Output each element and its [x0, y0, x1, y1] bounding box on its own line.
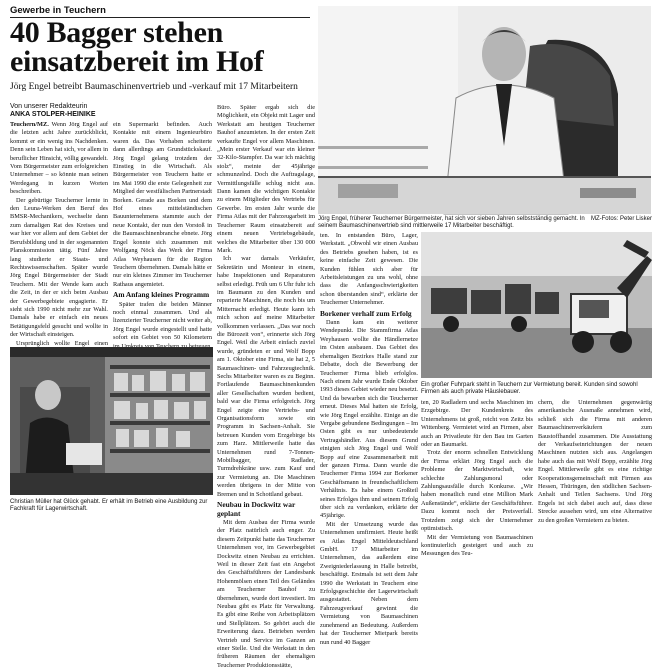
paragraph-text: Wenn Jörg Engel auf die letzten acht Jahre zurückblickt, kommt er ein wenig ins Nachdenken. Denn sein Leben hat sich, vor allem in beruflicher Hinsicht, völlig gewandelt. Vom Bürgermeister zum erfolgreichen Unternehmer – so könnte man seinen Werdegang in kurzen Worten beschreiben.	[10, 121, 108, 196]
column-5-paragraph: ten, 20 Radladern und sechs Maschinen im Erzgebirge. Der Kundenkreis des Unternehmens ist groß, reicht von Zeitz bis Wittenberg. Vermietet wird an Firmen, aber auch an Privatleute für den Bau im Garten oder an Baumarkt.	[421, 399, 533, 449]
subheading: Neubau in Dockwitz war geplant	[217, 500, 296, 518]
column-3-paragraph: Ich war damals Verkäufer, Sekretärin und Monteur in einem, habe Inspektionen und Reparaturen selbst erledigt. Früh um 6 Uhr fuhr ich im Baumann zu den Kunden und reparierte Maschinen, die noch bis um Mitternacht erledigt. Heute kann ich mich schon auf meine Mitarbeiter vollkommen verlassen. „Das war noch die Bürozeit von“, erinnerte sich Jörg Engel. Weil die Arbeit einfach zuviel wurde, gründeten er und Wolf Bopp am 1. Oktober eine Firma, sie hat 2, 5 Baumaschinen- und Fahrzeugtechnik. Sechs Mitarbeiter waren es zu Beginn. Fortlaufende Baumaschinenkunden aller Gesellschaften wurden bedient, bald war die Firma erfolgreich. Jörg Engel zeigte eine Vertriebs- und Organisationsform sowie ein Programm in Sachsen-Anhalt. Sie betreuen Kunden vom Erzgebirge bis zum Harz. Mittlerweile hatte das Unternehmen rund 7-Tonnen-Mobilbagger, Radlader, Turmdrehkräne usw. zum Kauf und zur Vermietung an. Die Maschinen werden übrigens in der Mitte von Bremen und in Schottland gebaut.	[217, 255, 315, 498]
subheading: Am Anfang kleines Programm	[113, 290, 210, 300]
photo-credit: MZ-Fotos: Peter Lisker	[590, 216, 652, 222]
subheading: Borkener verhalf zum Erfolg	[320, 308, 412, 318]
column-2-paragraph: ein Supermarkt befinden. Auch Kontakte mit einem Ingenieurbüro waren da. Das Vorhaben scheiterte dann allerdings am Grundstückskauf. Jörg Engel gelang trotzdem der Einstieg in die Wirtschaft. Als Bürgermeister von Teuchern hatte er im Mai 1990 die erste Gelegenheit zur Mitglied der westfälischen Partnerstadt Borken. Gerade aus Borken und dem Hof eines mittelständischen Bauunternehmens stammte auch der neue Kontakt, der nun den Vorstoß in die Baumaschinenbranche ebnete. Jörg Engel konnte sich zusammen mit Wolfgang Nöck das Werk der Firma Atlas Weyhausen für die Region Teuchern übernehmen. Damals hätte er nur ein kleines Zimmer im Teucherner Rathaus angemietet.	[113, 121, 212, 288]
warehouse-photo-image	[10, 347, 213, 495]
column-1-paragraph	[10, 121, 108, 197]
column-4	[320, 232, 418, 646]
portrait-photo-image	[318, 6, 651, 214]
dateline: Teuchern/MZ.	[10, 121, 49, 128]
column-4-paragraph: Mit der Umsetzung wurde das Unternehmen umfirmiert. Heute heißt es Atlas Engel Mitteldeutschland GmbH. 17 Mitarbeiter im Unternehmen, das außerdem eine Zweigniederlassung in Halle betreibt, beschäftigt. Erstmals ist seit dem Jahr 1990 die Werkstatt in Teuchern eine Erfolgsgeschichte der Lagerwirtschaft ausgestattet. Neben dem Fahrzeugverkauf gewinnt die Vermietung von Baumaschinen zunehmend an Bedeutung. Außerdem hat der Teucherner Mietpark bereits nun rund 40 Bagger	[320, 520, 418, 646]
column-2	[113, 121, 212, 343]
portrait-caption: Jörg Engel, früherer Teucherner Bürgermeister, hat sich vor sieben Jahren selbstständig gemacht. In seinem Baumaschinenvertrieb sind mittlerweile 17 Mitarbeiter beschäftigt.	[318, 216, 585, 230]
column-3	[217, 104, 315, 669]
warehouse-photo	[10, 347, 213, 495]
column-6	[538, 399, 652, 527]
byline-author: ANKA STOLPER-HEINIKE	[10, 111, 96, 118]
column-5-paragraph: Trotz der enorm schnellen Entwicklung der Firma erklärt Jörg Engel auch die Probleme der Marktwirtschaft, wie schlechte Zahlungsmoral oder Zahlungsausfälle durch Konkurse. „Wir haben monatlich rund eine Million Mark Außenstände“, erklärte der Geschäftsführer. Dazu kommt noch der Preisverfall. Trotzdem zeigt sich der Unternehmer optimistisch.	[421, 449, 533, 533]
headline-line-1: 40 Bagger stehen	[10, 16, 223, 49]
headline-line-2: einsatzbereit im Hof	[10, 45, 264, 78]
subhead: Jörg Engel betreibt Baumaschinenvertrieb und -verkauf mit 17 Mitarbeitern	[10, 82, 298, 92]
byline-prefix: Von unserer Redakteurin	[10, 103, 88, 110]
column-1-paragraph: Der gebürtige Teucherner lernte in den Leuna-Werken den Beruf des BMSR-Mechanikers, wechselte dann zum damaligen Rat des Kreises und war hier vor allem auf dem Gebiet der Berufsbildung und in der sogenannten Planskommission tätig. Fünf Jahre lang studierte er Staats- und Rechtswissenschaften. Später wurde Jörg Engel Bürgermeister der Stadt Teuchern. Mit der Wende kam auch die Zeit, in der er sich beim Ausbau der Gewerbegebiete engagierte. Er sieht sich 1990 nicht mehr zur Wahl. Damals habe er einfach ein neues Betätigungsfeld gesucht und wollte in der Wirtschaft einsteigen.	[10, 196, 108, 339]
column-3-paragraph: Büro. Später ergab sich die Möglichkeit, ein Objekt mit Lager und Werkstatt am heutigen Teucherner Bauhof anzumieten. In der ersten Zeit verkaufte Engel vor allem Maschinen. „Mein erster Verkauf war ein kleiner 32-Kilo-Stampfer. Da war ich mächtig stolz“, meinte der 45jährige schmunzelnd. Doch die Auftragslage, Vermittlungsfälle schlug nicht aus. Dann kamen die wichtigen Kontakte zu einem Mitglieder des Vertriebs für Gewerbe. Im ersten Jahr wurde die Firma Atlas mit der Fahrzeugarbeit im Teucherner Raum einsatzbereit auf einem neuen Vertriebsgebäude, welches die Mitarbeiter über 130 000 Mark.	[217, 104, 315, 254]
fleet-caption: Ein großer Fuhrpark steht in Teuchern zur Vermietung bereit. Kunden sind sowohl Firmen als auch private Häuslebauer.	[421, 382, 638, 396]
column-4-paragraph: ten. In entstanden Büro, Lager, Werkstatt. „Obwohl wir einen Ausbau des Betriebs gesehen haben, ist es keine einfache Zeit gewesen. Die Kunden fühlen sich aber für Arbeitsleistungen zu uns wohl, ohne dass die Anfangsschwierigkeiten schon überstanden sind“, erklärte der Teucherner Unternehmer.	[320, 232, 418, 307]
headline	[10, 18, 315, 76]
fleet-photo	[421, 232, 652, 378]
column-5-paragraph: Mit der Vermietung von Baumaschinen kontinuierlich gesteigert und auch zu Messungen des Teu-	[421, 533, 533, 558]
column-5	[421, 399, 533, 558]
column-4-paragraph: Dann kam ein weiterer Wendepunkt. Die Stammfirma Atlas Weyhausen wollte die Händlernetze im Osten ausbauen. Das Gebiet des ehemaligen Bezirkes Halle stand zur Debatte, doch die Bewerbung der Teucherner Firma blieb erfolglos. Nach einem Jahr wurde Ende Oktober 1993 dieses Gebiet wieder neu besetzt. Und da bewarben sich die Teucherner erneut. Dieses Mal hatten sie Erfolg, wie Jörg Engel erzählte. Einige an die Vergabe gebundene Bedingungen – Im Osten gibt es nur unbedeutende Vertragshändler. Aus diesem Grund einigten sich Jörg Engel und Wolf Bopp auf eine Zusammenarbeit mit der ganzen Firma. Dann wurde die Teucherner Firma 1994 zur Borkener Geschäftsmann in freundschaftlichem Verhältnis. Es habe einem Großteil seines Erfolges ihm und seinem Erfolg über sich zu verdanken, erklärte der 45jährige.	[320, 319, 418, 520]
warehouse-caption: Christian Müller hat Glück gehabt. Er erhält im Betrieb eine Ausbildung zur Fachkraft für Lagerwirtschaft.	[10, 499, 208, 513]
column-6-paragraph: chern, die Unternehmen gegenwärtig amerikanische Ausmaße annehmen wird, schließ sich die Firma mit anderen Baumaschinenverkäufern zum Baustoffhandel zusammen. Die Ausstattung der Verkaufseinrichtungen der neuen Maschinen nutzten sich aus. Angelangen habe auch das mit Wolf Bopp, erzählte Jörg Engel. Mittlerweile gibt es eine richtige Kooperationsgemeinschaft mit Firmen aus Hessen, Thüringen, den südlichen Sachsen-Anhalt und Teilen Sachsens. Und Jörg Engels ist sich dabei auch auf, dass diese Strecke aussehen wird, um eine Alternative zu den großen Vermietern zu bieten.	[538, 399, 652, 524]
kicker: Gewerbe in Teuchern	[10, 5, 106, 16]
portrait-photo	[318, 6, 651, 214]
column-1	[10, 121, 108, 347]
fleet-photo-image	[421, 232, 652, 378]
column-1-paragraph: Ursprünglich wollte Engel einen	[16, 339, 108, 347]
column-3-paragraph: Mit dem Ausbau der Firma wurde der Platz natürlich auch enger. Zu diesem Zeitpunkt hatte das Teucherner Unternehmen vor, im Gewerbegebiet Dockwitz einen Neubau zu errichten. Weil in dieser Zeit fast ein Angebot des Geschäftsführers der Landesbank Hohenmölsen einen Teil des Geländes am Teucherner Bauhof zu übernehmen, wurde dort investiert. Im Neubau gibt es Platz für Verwaltung. Es gibt eine Reihe von Arbeitsplätzen und Stellplätzen. So gehört auch die Erweiterung dazu. Betrieben werden Vertrieb und Service im Ganzen an einer Stelle. Und die Werkstatt in den früheren Räumen der ehemaligen Teucherner Produktionsstätte,	[217, 518, 315, 669]
column-2-paragraph: Später trafen die beiden Männer noch einmal zusammen. Und als lizenzierter Teucherner nicht weiter ab, Jörg Engel wurde eingestellt und hatte sofort ein Gebiet von 50 Kilometern	[113, 300, 212, 342]
